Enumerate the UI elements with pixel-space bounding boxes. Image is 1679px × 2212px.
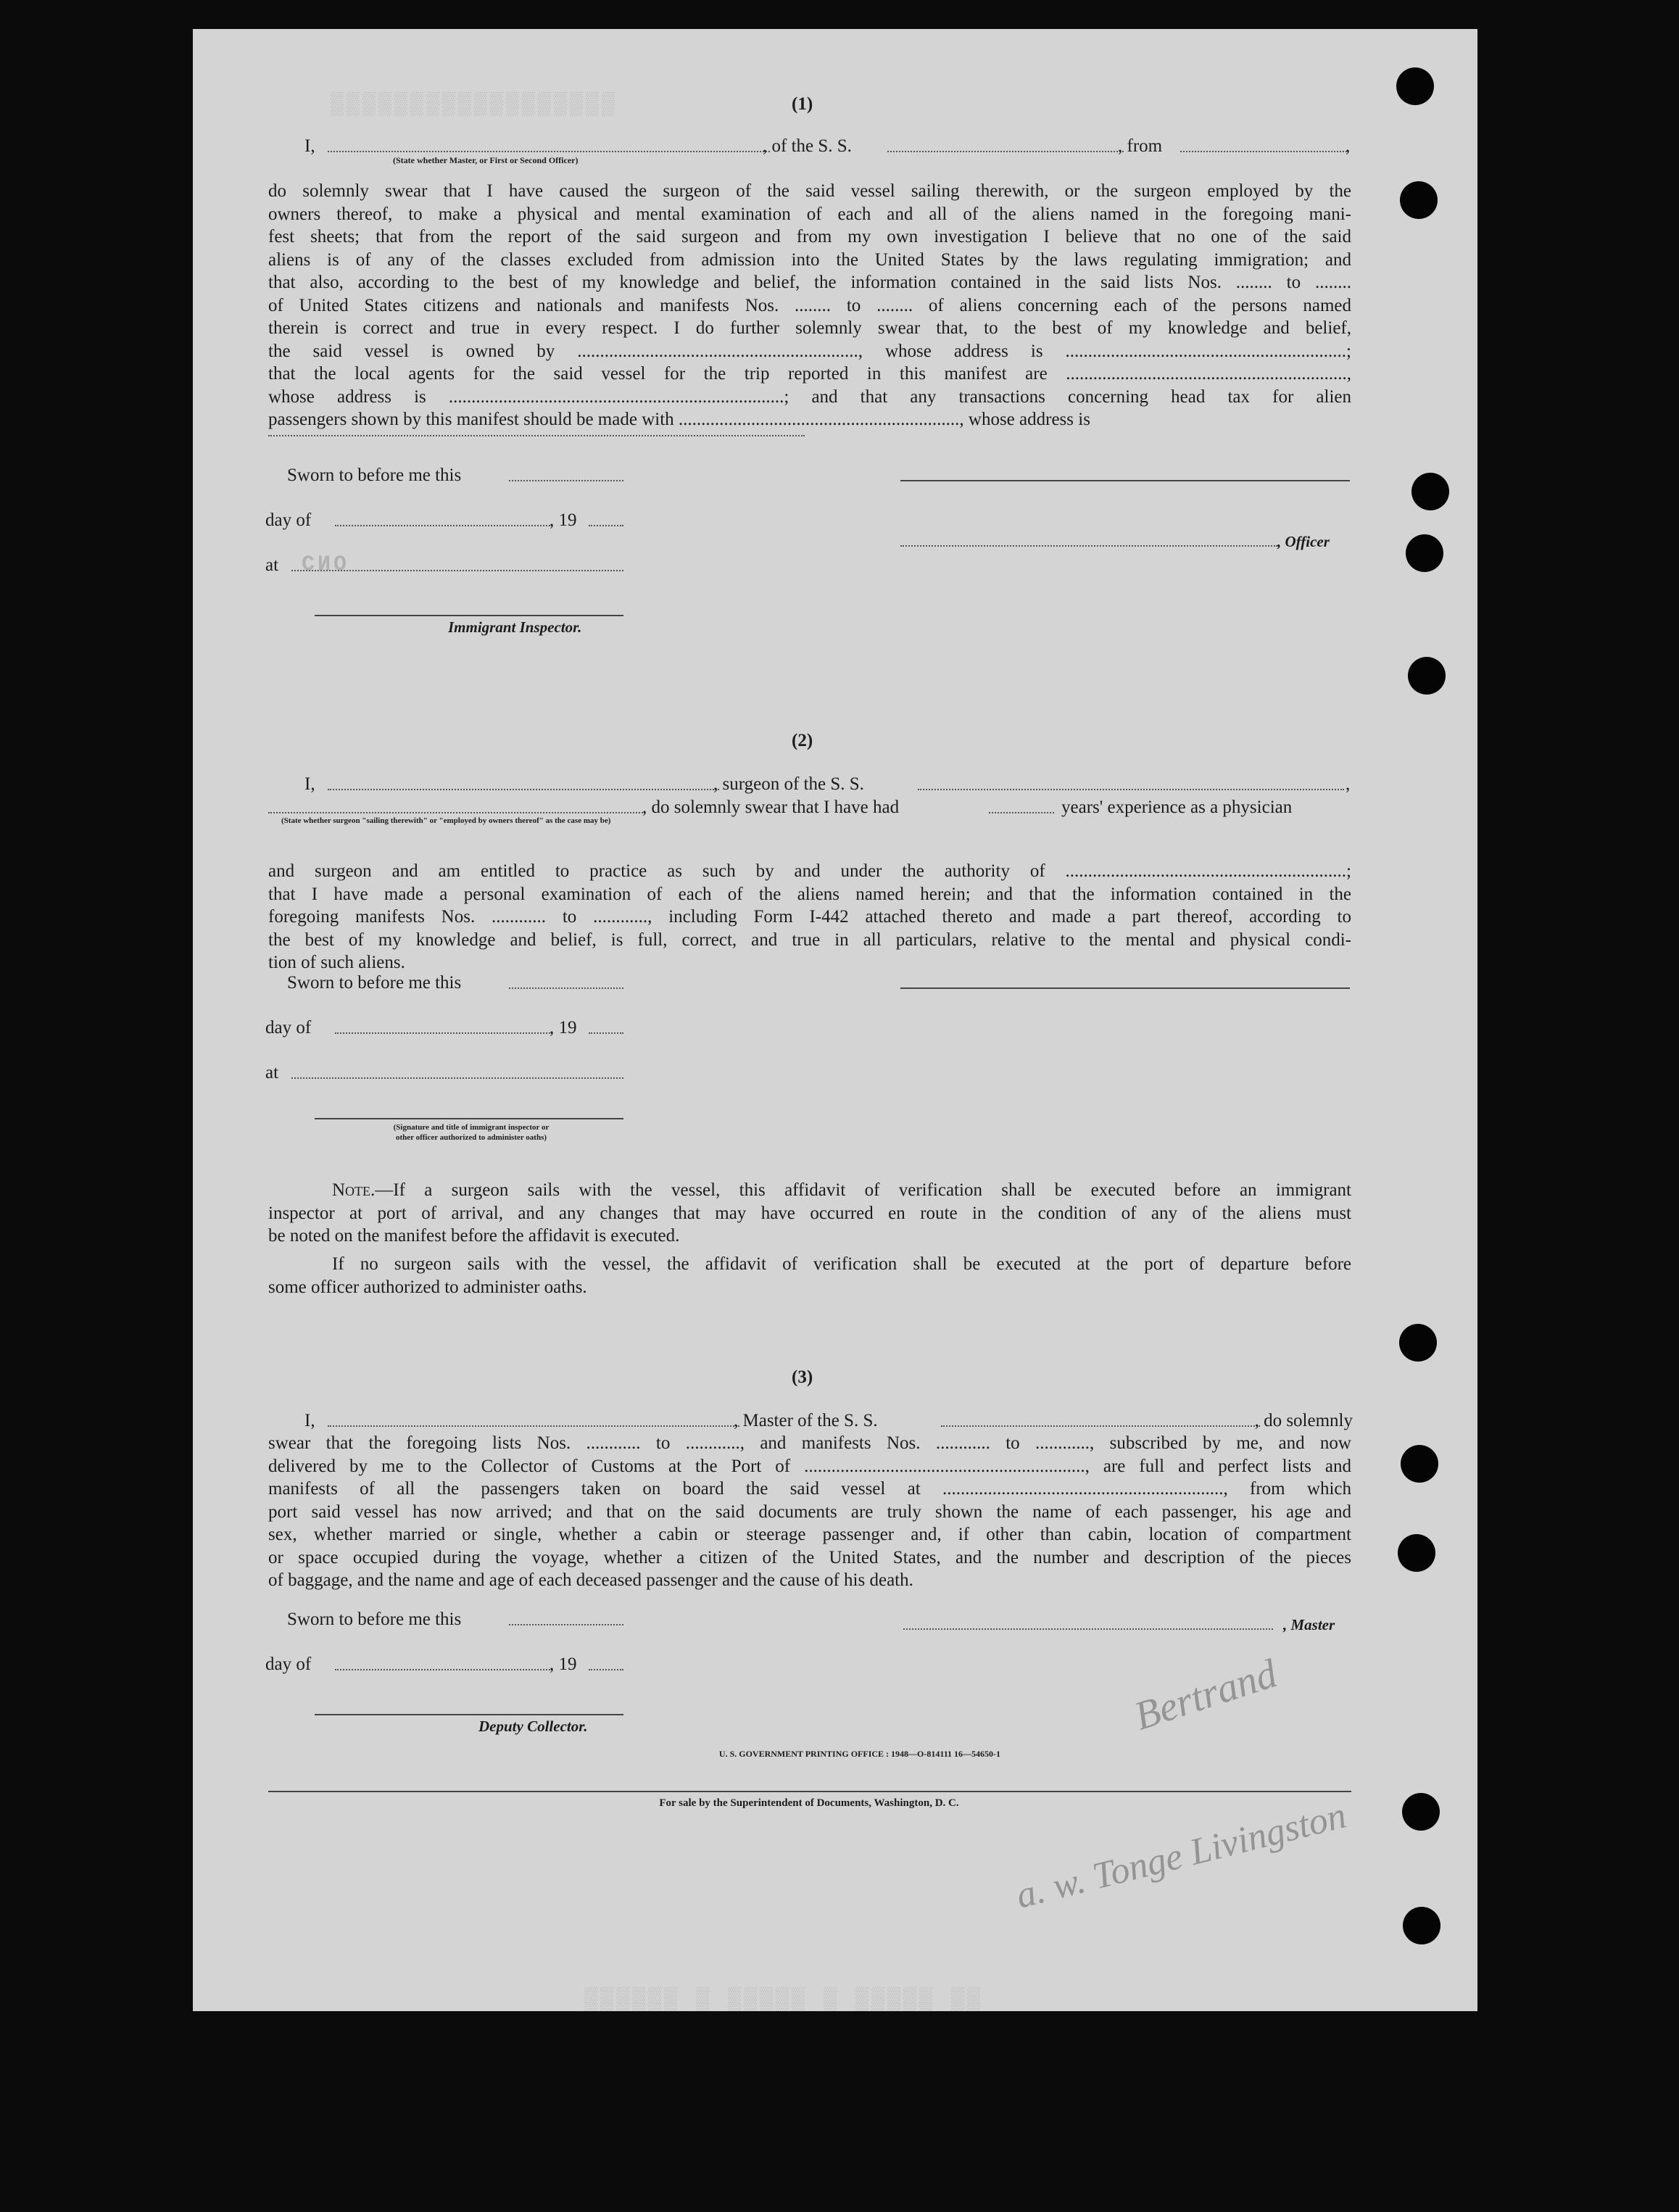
surgeon-note-line <box>332 1179 1351 1201</box>
master-name-field[interactable] <box>328 1425 739 1427</box>
master-of-ss-label: , Master of the S. S. <box>734 1411 878 1430</box>
line-end-comma: , <box>1346 136 1351 156</box>
section-2-paragraph-line: the best of my knowledge and belief, is full, correct, and true in all particulars, relative to the mental and physical condi- <box>268 929 1351 950</box>
section-2-number: (2) <box>792 731 813 750</box>
from-label: , from <box>1118 136 1163 156</box>
section-3-paragraph-line: port said vessel has now arrived; and that on the said documents are truly shown the name of each passenger, his age and <box>268 1501 1351 1522</box>
year-prefix-1: , 19 <box>550 510 577 530</box>
officer-rank-field[interactable] <box>328 151 770 152</box>
punch-hole <box>1401 1445 1438 1483</box>
manifest-affidavit-page <box>193 29 1477 2011</box>
section-1-paragraph-line: passengers shown by this manifest should be made with .............................................................., whose address is <box>268 410 1090 429</box>
note-text: —If a surgeon sails with the vessel, this affidavit of verification shall be executed before an immigrant <box>375 1180 1351 1200</box>
year-prefix-2: , 19 <box>550 1018 577 1037</box>
sworn-day-field-2[interactable] <box>509 987 623 989</box>
officer-label: , Officer <box>1277 533 1330 550</box>
master-label: , Master <box>1283 1616 1335 1633</box>
no-surgeon-note-line: If no surgeon sails with the vessel, the affidavit of verification shall be executed at the port of departure before <box>332 1254 1351 1274</box>
punch-hole <box>1406 534 1443 572</box>
punch-hole <box>1400 181 1438 219</box>
month-field-1[interactable] <box>335 525 552 526</box>
officer-name-field[interactable] <box>900 545 1277 547</box>
surgeon-line-end: , <box>1346 774 1351 794</box>
section-1-paragraph-line: fest sheets; that from the report of the said surgeon and from my own investigation I believe that no one of the said <box>268 227 1351 247</box>
section-1-paragraph-line: of United States citizens and nationals and manifests Nos. ........ to ........ of aliens concerning each of the persons named <box>268 295 1351 315</box>
do-solemnly-swear-2: , do solemnly swear that I have had <box>642 798 900 817</box>
year-field-2[interactable] <box>589 1032 623 1034</box>
punch-hole <box>1396 67 1434 105</box>
section-3-paragraph-line: of baggage, and the name and age of each deceased passenger and the cause of his death. <box>268 1570 913 1590</box>
vessel-name-field[interactable] <box>887 151 1124 152</box>
bleed-through-text: ▒▒▒▒▒▒ ▒ ▒▒▒▒▒ ▒ ▒▒▒▒▒ ▒▒ <box>584 1988 984 2013</box>
section-1-paragraph-line: the said vessel is owned by .............................................................., whose address is ..............................................................; <box>268 341 1351 361</box>
section-3-paragraph-line: manifests of all the passengers taken on board the said vessel at .............................................................., from which <box>268 1479 1351 1499</box>
sig-note-line-2: other officer authorized to administer oaths) <box>395 1133 547 1142</box>
officer-rank-note: (State whether Master, or First or Second Officer) <box>393 155 579 165</box>
section-3-paragraph-line: delivered by me to the Collector of Customs at the Port of .............................................................., are full and perfect lists and <box>268 1456 1351 1476</box>
section-1-paragraph-line: do solemnly swear that I have caused the surgeon of the said vessel sailing therewith, or the surgeon employed by the <box>268 181 1351 201</box>
gpo-imprint: U. S. GOVERNMENT PRINTING OFFICE : 1948—O-814111 16—54650-1 <box>718 1749 1001 1759</box>
note-label: Note. <box>332 1180 376 1200</box>
sworn-day-field-3[interactable] <box>509 1624 623 1625</box>
years-experience-label: years' experience as a physician <box>1061 798 1293 817</box>
section-3-paragraph-line: or space occupied during the voyage, whether a citizen of the United States, and the number and description of the pieces <box>268 1547 1351 1567</box>
day-of-label-1: day of <box>265 510 312 530</box>
section-3-i: I, <box>304 1411 315 1430</box>
section-1-number: (1) <box>792 94 813 114</box>
punch-hole <box>1411 473 1449 510</box>
punch-hole <box>1398 1534 1435 1572</box>
section-1-paragraph-line: that also, according to the best of my knowledge and belief, the information contained in the said lists Nos. ........ to ........ <box>268 273 1351 292</box>
sworn-label-2: Sworn to before me this <box>287 973 462 993</box>
section-3-paragraph-line: swear that the foregoing lists Nos. ............ to ............, and manifests Nos. ............ to ............, subscribed by me, and now <box>268 1433 1351 1453</box>
surgeon-of-ss-label: , surgeon of the S. S. <box>713 774 864 794</box>
stamp-mark: СИО <box>302 552 350 577</box>
surgeon-status-note: (State whether surgeon "sailing therewith" or "employed by owners thereof" as the case may be) <box>281 816 611 825</box>
for-sale-notice: For sale by the Superintendent of Documents, Washington, D. C. <box>659 1797 959 1809</box>
sworn-day-field-1[interactable] <box>509 480 623 481</box>
master-signature-line[interactable] <box>903 1628 1273 1630</box>
surgeon-status-field[interactable] <box>268 812 645 813</box>
at-place-field-2[interactable] <box>291 1077 623 1079</box>
punch-hole <box>1408 657 1446 695</box>
section-2-paragraph-line: that I have made a personal examination of each of the aliens named herein; and that the information contained in the <box>268 884 1351 904</box>
surgeon-note-line: inspector at port of arrival, and any changes that may have occurred en route in the condition of any of the aliens must <box>268 1203 1351 1223</box>
officer-signature-line[interactable] <box>900 480 1350 481</box>
punch-hole <box>1403 1907 1440 1944</box>
day-of-label-3: day of <box>265 1654 312 1674</box>
surgeon-signature-line[interactable] <box>900 987 1350 989</box>
month-field-3[interactable] <box>335 1669 552 1670</box>
deputy-collector-label: Deputy Collector. <box>478 1718 588 1735</box>
no-surgeon-note-line: some officer authorized to administer oaths. <box>268 1277 587 1297</box>
from-port-field[interactable] <box>1180 151 1347 152</box>
at-label-1: at <box>265 555 279 575</box>
month-field-2[interactable] <box>335 1032 552 1034</box>
section-2-paragraph-line: tion of such aliens. <box>268 953 405 972</box>
section-3-paragraph-line: sex, whether married or single, whether a cabin or steerage passenger and, if other than cabin, location of compartment <box>268 1525 1351 1544</box>
punch-hole <box>1402 1793 1440 1831</box>
section-2-paragraph-line: and surgeon and am entitled to practice as such by and under the authority of ..............................................................; <box>268 861 1351 881</box>
section-1-paragraph-line: whose address is ..........................................................................; and that any transactions concerning head tax for alien <box>268 386 1351 407</box>
section-2-paragraph-line: foregoing manifests Nos. ............ to ............, including Form I-442 attached thereto and made a part thereof, according to <box>268 907 1351 927</box>
surgeon-note-line: be noted on the manifest before the affidavit is executed. <box>268 1226 680 1246</box>
section-2-i: I, <box>304 774 315 794</box>
immigrant-inspector-label: Immigrant Inspector. <box>448 618 582 636</box>
punch-hole <box>1399 1324 1437 1362</box>
day-of-label-2: day of <box>265 1018 312 1037</box>
bleed-through-text: ▒▒▒▒▒▒▒▒▒▒▒▒▒▒▒▒▒▒ <box>331 93 618 117</box>
handwritten-signature: Bertrand <box>1129 1651 1282 1739</box>
sig-note-line-1: (Signature and title of immigrant inspector or <box>393 1123 550 1132</box>
section-3-number: (3) <box>792 1367 813 1387</box>
years-experience-field[interactable] <box>989 812 1054 813</box>
oath-officer-signature-line[interactable] <box>315 1118 623 1119</box>
of-ss-label: , of the S. S. <box>763 136 852 156</box>
year-prefix-3: , 19 <box>550 1654 577 1674</box>
surgeon-name-field[interactable] <box>328 789 719 790</box>
sworn-label-3: Sworn to before me this <box>287 1610 462 1629</box>
at-label-2: at <box>265 1063 279 1082</box>
surgeon-vessel-field[interactable] <box>918 789 1344 790</box>
sworn-label-1: Sworn to before me this <box>287 465 462 485</box>
section-1-paragraph-line: that the local agents for the said vessel for the trip reported in this manifest are .............................................................., <box>268 364 1351 384</box>
owner-address-continuation[interactable] <box>268 435 805 436</box>
section-1-i: I, <box>304 136 315 156</box>
master-vessel-field[interactable] <box>941 1425 1260 1427</box>
do-solemnly-3: , do solemnly <box>1254 1411 1353 1430</box>
handwritten-note: a. w. Tonge Livingston <box>1012 1794 1351 1917</box>
year-field-1[interactable] <box>589 525 623 526</box>
section-1-paragraph-line: aliens is of any of the classes excluded from admission into the United States by the laws regulating immigration; and <box>268 249 1351 270</box>
section-1-paragraph-line: owners thereof, to make a physical and mental examination of each and all of the aliens named in the foregoing mani- <box>268 204 1351 224</box>
section-1-paragraph-line: therein is correct and true in every respect. I do further solemnly swear that, to the best of my knowledge and belief, <box>268 318 1351 338</box>
year-field-3[interactable] <box>589 1669 623 1670</box>
